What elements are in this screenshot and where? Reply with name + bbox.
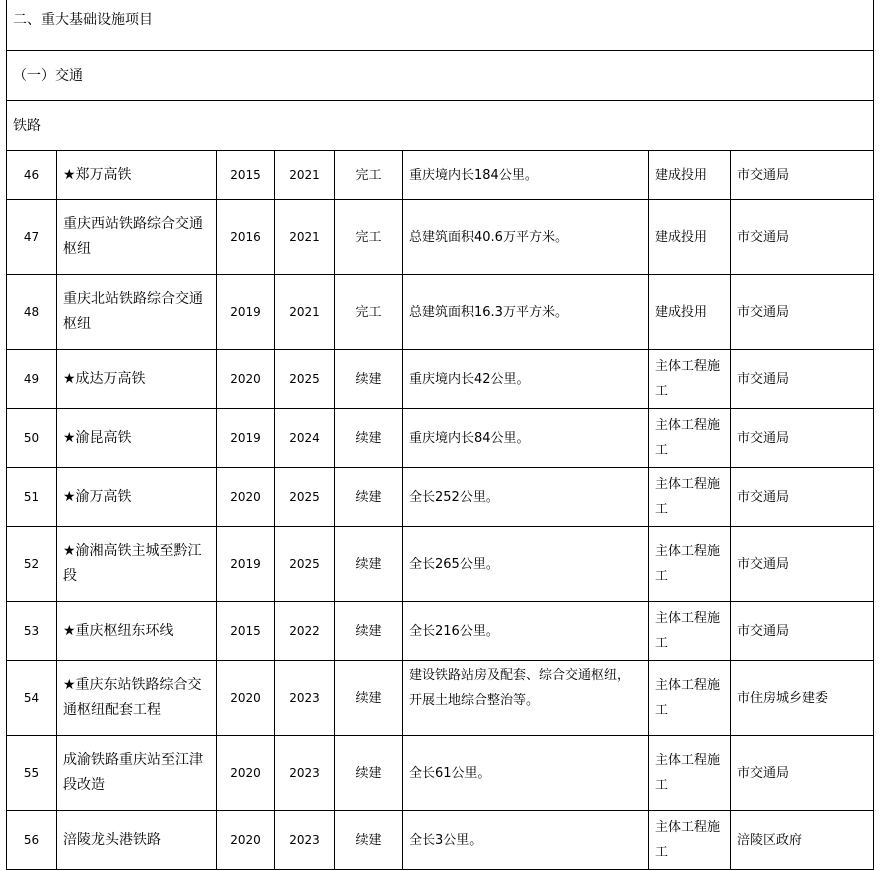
- responsible-dept: 市住房城乡建委: [731, 661, 874, 736]
- project-name: ★渝昆高铁: [57, 409, 217, 468]
- table-row: [7, 661, 874, 736]
- end-year: 2025: [275, 350, 335, 409]
- start-year: 2019: [217, 409, 275, 468]
- end-year: 2022: [275, 602, 335, 661]
- section-title-transport: （一）交通: [7, 51, 874, 101]
- table-row: [7, 602, 874, 661]
- table-row: [7, 409, 874, 468]
- project-content: 重庆境内长184公里。: [403, 151, 649, 200]
- project-progress: 主体工程施工: [649, 602, 731, 661]
- build-status: 续建: [335, 602, 403, 661]
- build-status: 续建: [335, 736, 403, 811]
- project-content: 重庆境内长84公里。: [403, 409, 649, 468]
- project-content: 建设铁路站房及配套、综合交通枢纽，开展土地综合整治等。: [403, 661, 649, 736]
- responsible-dept: 市交通局: [731, 468, 874, 527]
- project-progress: 主体工程施工: [649, 350, 731, 409]
- build-status: 完工: [335, 275, 403, 350]
- table-row: [7, 200, 874, 275]
- table-row: [7, 527, 874, 602]
- start-year: 2015: [217, 151, 275, 200]
- project-content: 全长265公里。: [403, 527, 649, 602]
- start-year: 2020: [217, 350, 275, 409]
- project-content: 全长216公里。: [403, 602, 649, 661]
- project-name: ★渝湘高铁主城至黔江段: [57, 527, 217, 602]
- table-row: [7, 736, 874, 811]
- project-name: ★成达万高铁: [57, 350, 217, 409]
- responsible-dept: 市交通局: [731, 736, 874, 811]
- end-year: 2025: [275, 468, 335, 527]
- project-progress: 建成投用: [649, 151, 731, 200]
- build-status: 续建: [335, 661, 403, 736]
- section-title-railway: 铁路: [7, 101, 874, 151]
- end-year: 2024: [275, 409, 335, 468]
- row-number: 47: [7, 200, 57, 275]
- table-row: [7, 811, 874, 870]
- build-status: 续建: [335, 527, 403, 602]
- responsible-dept: 市交通局: [731, 275, 874, 350]
- row-number: 53: [7, 602, 57, 661]
- row-number: 56: [7, 811, 57, 870]
- project-progress: 主体工程施工: [649, 811, 731, 870]
- project-content: 全长252公里。: [403, 468, 649, 527]
- end-year: 2021: [275, 151, 335, 200]
- project-content: 重庆境内长42公里。: [403, 350, 649, 409]
- responsible-dept: 市交通局: [731, 602, 874, 661]
- project-name: ★郑万高铁: [57, 151, 217, 200]
- row-number: 46: [7, 151, 57, 200]
- table-row: [7, 275, 874, 350]
- build-status: 续建: [335, 468, 403, 527]
- project-progress: 主体工程施工: [649, 527, 731, 602]
- table-row: [7, 151, 874, 200]
- start-year: 2020: [217, 811, 275, 870]
- project-name: 涪陵龙头港铁路: [57, 811, 217, 870]
- project-name: 重庆西站铁路综合交通枢纽: [57, 200, 217, 275]
- row-number: 48: [7, 275, 57, 350]
- project-name: ★重庆东站铁路综合交通枢纽配套工程: [57, 661, 217, 736]
- section-row-transport: [7, 51, 874, 101]
- responsible-dept: 涪陵区政府: [731, 811, 874, 870]
- project-content: 全长61公里。: [403, 736, 649, 811]
- responsible-dept: 市交通局: [731, 151, 874, 200]
- row-number: 49: [7, 350, 57, 409]
- end-year: 2023: [275, 661, 335, 736]
- project-content: 总建筑面积40.6万平方米。: [403, 200, 649, 275]
- row-number: 54: [7, 661, 57, 736]
- start-year: 2019: [217, 275, 275, 350]
- end-year: 2023: [275, 811, 335, 870]
- table-row: [7, 350, 874, 409]
- project-name: ★重庆枢纽东环线: [57, 602, 217, 661]
- end-year: 2025: [275, 527, 335, 602]
- start-year: 2020: [217, 468, 275, 527]
- start-year: 2020: [217, 661, 275, 736]
- end-year: 2021: [275, 275, 335, 350]
- responsible-dept: 市交通局: [731, 527, 874, 602]
- responsible-dept: 市交通局: [731, 409, 874, 468]
- build-status: 完工: [335, 200, 403, 275]
- responsible-dept: 市交通局: [731, 200, 874, 275]
- build-status: 续建: [335, 811, 403, 870]
- responsible-dept: 市交通局: [731, 350, 874, 409]
- project-progress: 主体工程施工: [649, 409, 731, 468]
- section-row-major: [7, 0, 874, 51]
- end-year: 2023: [275, 736, 335, 811]
- project-table: [6, 0, 874, 870]
- project-name: ★渝万高铁: [57, 468, 217, 527]
- project-progress: 主体工程施工: [649, 736, 731, 811]
- start-year: 2016: [217, 200, 275, 275]
- build-status: 续建: [335, 350, 403, 409]
- project-progress: 建成投用: [649, 275, 731, 350]
- start-year: 2015: [217, 602, 275, 661]
- build-status: 完工: [335, 151, 403, 200]
- start-year: 2020: [217, 736, 275, 811]
- table-row: [7, 468, 874, 527]
- project-progress: 主体工程施工: [649, 468, 731, 527]
- start-year: 2019: [217, 527, 275, 602]
- project-progress: 建成投用: [649, 200, 731, 275]
- row-number: 50: [7, 409, 57, 468]
- row-number: 55: [7, 736, 57, 811]
- project-name: 成渝铁路重庆站至江津段改造: [57, 736, 217, 811]
- section-row-railway: [7, 101, 874, 151]
- row-number: 52: [7, 527, 57, 602]
- section-title-major: 二、重大基础设施项目: [7, 0, 874, 51]
- project-progress: 主体工程施工: [649, 661, 731, 736]
- row-number: 51: [7, 468, 57, 527]
- project-content: 总建筑面积16.3万平方米。: [403, 275, 649, 350]
- project-name: 重庆北站铁路综合交通枢纽: [57, 275, 217, 350]
- build-status: 续建: [335, 409, 403, 468]
- project-table-body: [7, 0, 874, 870]
- end-year: 2021: [275, 200, 335, 275]
- project-content: 全长3公里。: [403, 811, 649, 870]
